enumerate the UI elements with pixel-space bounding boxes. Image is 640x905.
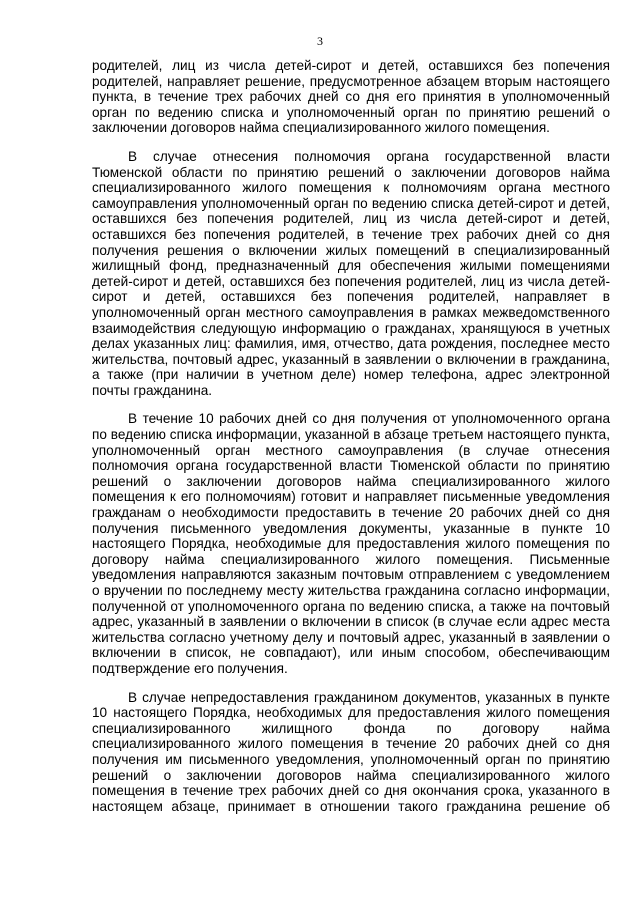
paragraph-notification-deadline: В течение 10 рабочих дней со дня получения от уполномоченного органа по ведению списка информации, указанной в абзаце третьем настоящего пункта, уполномоченный орган местного самоуправления (в случае отнесения полномочия органа государственной власти Тюменской области по принятию решений о заключении договоров найма специализированного жилого помещения к его полномочиям) готовит и направляет письменные уведомления гражданам о необходимости предоставить в течение 20 рабочих дней со дня получения письменного уведомления документы, указанные в пункте 10 настоящего Порядка, необходимые для предоставления жилого помещения по договору найма специализированного жилого помещения. Письменные уведомления направляются заказным почтовым отправлением с уведомлением о вручении по последнему месту жительства гражданина согласно информации, полученной от уполномоченного органа по ведению списка, а также на почтовый адрес, указанный в заявлении о включении в список (в случае если адрес места жительства согласно учетному делу и почтовый адрес, указанный в заявлении о включении в список, не совпадают), или иным способом, обеспечивающим подтверждение его получения. <box>92 411 610 676</box>
page-number: 3 <box>317 34 323 48</box>
paragraph-delegation-case: В случае отнесения полномочия органа государственной власти Тюменской области по принятию решений о заключении договоров найма специализированного жилого помещения к полномочиям органа местного самоуправления уполномоченный орган по ведению списка детей-сирот и детей, оставшихся без попечения родителей, лиц из числа детей-сирот и детей, оставшихся без попечения родителей, в течение трех рабочих дней со дня получения решения о включении жилых помещений в специализированный жилищный фонд, предназначенный для обеспечения жилыми помещениями детей-сирот и детей, оставшихся без попечения родителей, лиц из числа детей-сирот и детей, оставшихся без попечения родителей, направляет в уполномоченный орган местного самоуправления в рамках межведомственного взаимодействия следующую информацию о гражданах, хранящуюся в учетных делах указанных лиц: фамилия, имя, отчество, дата рождения, последнее место жительства, почтовый адрес, указанный в заявлении о включении в гражданина, а также (при наличии в учетном деле) номер телефона, адрес электронной почты гражданина. <box>92 148 610 398</box>
paragraph-continuation: родителей, лиц из числа детей-сирот и детей, оставшихся без попечения родителей, направляет решение, предусмотренное абзацем вторым настоящего пункта, в течение трех рабочих дней со дня его принятия в уполномоченный орган по ведению списка и уполномоченный орган по принятию решений о заключении договоров найма специализированного жилого помещения. <box>92 58 610 136</box>
paragraph-non-submission: В случае непредоставления гражданином документов, указанных в пункте 10 настоящего Порядка, необходимых для предоставления жилого помещения специализированного жилищного фонда по договору найма специализированного жилого помещения в течение 20 рабочих дней со дня получения им письменного уведомления, уполномоченный орган по принятию решений о заключении договоров найма специализированного жилого помещения в течение трех рабочих дней со дня окончания срока, указанного в настоящем абзаце, принимает в отношении такого гражданина решение об <box>92 689 610 814</box>
document-body <box>92 58 610 814</box>
